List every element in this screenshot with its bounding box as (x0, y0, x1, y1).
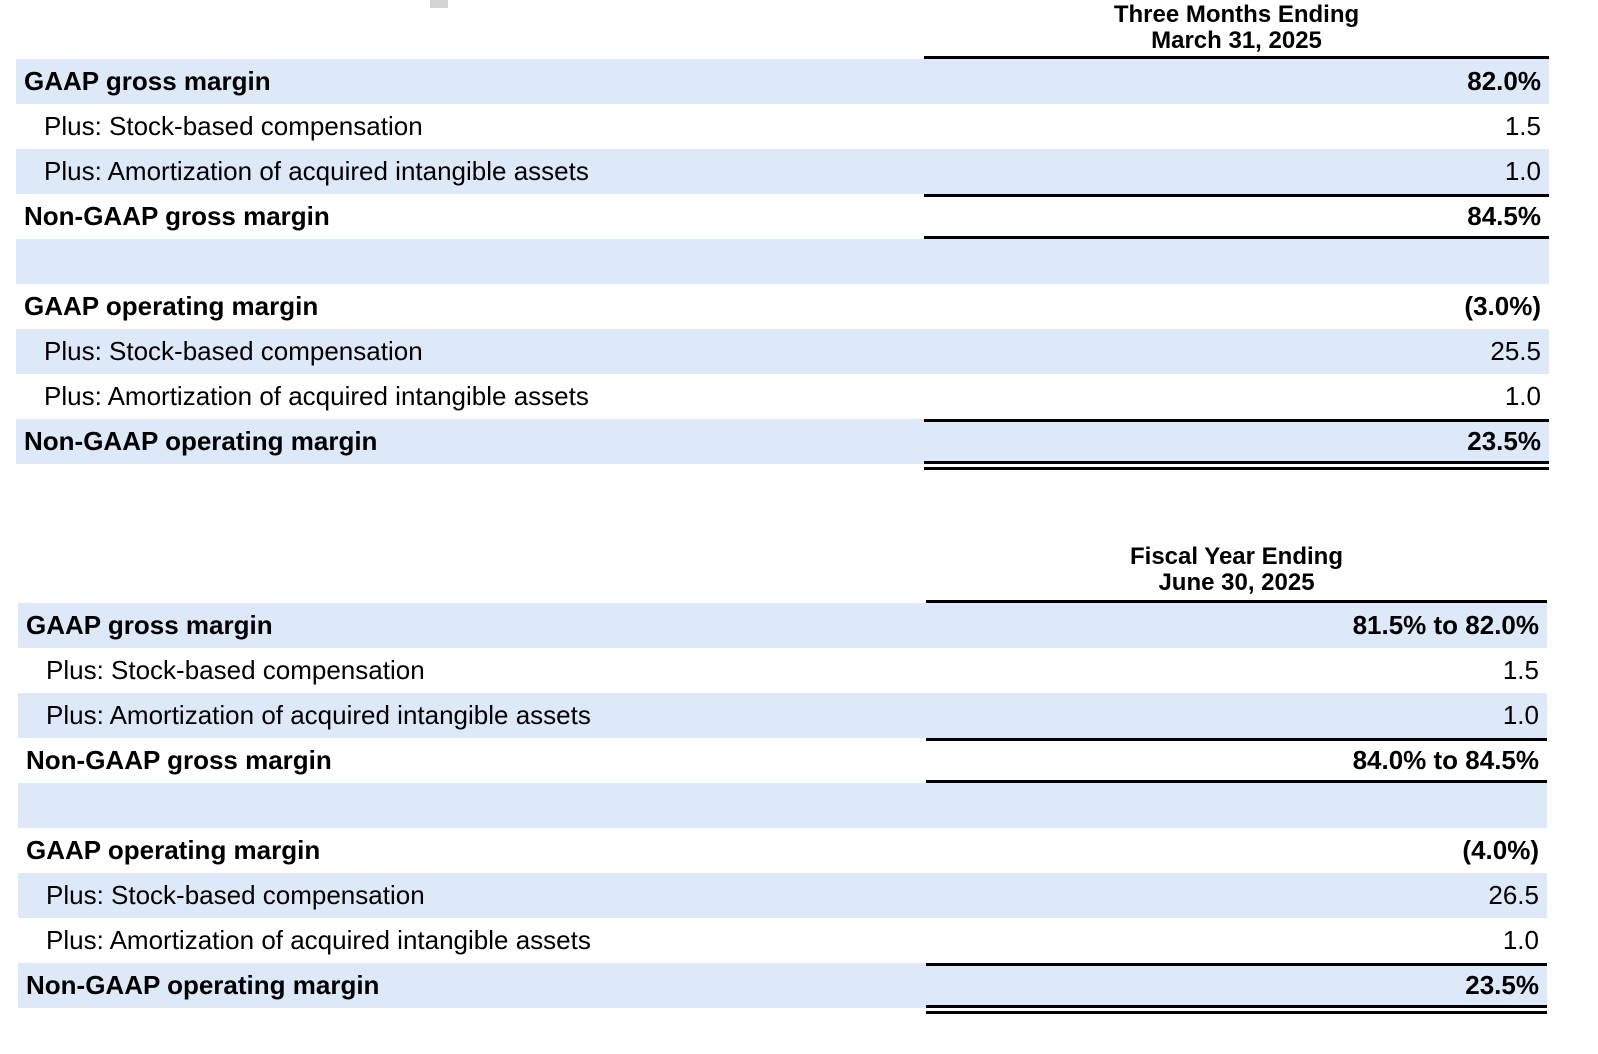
row-value: 1.5 (1502, 655, 1539, 685)
row-label: GAAP operating margin (24, 291, 319, 321)
row-value: 26.5 (1488, 880, 1539, 910)
row-label: Non-GAAP gross margin (26, 745, 332, 775)
table-row-stock-comp (16, 329, 1549, 374)
row-label: GAAP gross margin (24, 66, 271, 96)
row-label: Non-GAAP operating margin (26, 970, 380, 1000)
table-row-spacer (16, 239, 1549, 284)
row-value: (3.0%) (1464, 291, 1541, 321)
table-row-spacer (18, 783, 1547, 828)
row-value: 23.5% (1467, 426, 1541, 456)
row-value: 1.0 (1504, 381, 1541, 411)
row-label: Non-GAAP operating margin (24, 426, 378, 456)
row-value: 1.0 (1502, 700, 1539, 730)
table-row-stock-comp (18, 648, 1547, 693)
row-value: 1.0 (1502, 925, 1539, 955)
three-months-table (16, 0, 1549, 464)
column-header-date: June 30, 2025 (1158, 569, 1315, 596)
table-row-non-gaap-operating-margin (18, 963, 1547, 1008)
row-label: Plus: Amortization of acquired intangible assets (46, 700, 591, 730)
row-label: Plus: Stock-based compensation (44, 336, 423, 366)
fiscal-year-table (18, 542, 1547, 1008)
row-label: GAAP gross margin (26, 610, 273, 640)
column-header (16, 0, 1549, 59)
table-row-gaap-operating-margin (18, 828, 1547, 873)
row-value: 1.5 (1504, 111, 1541, 141)
table-row-amortization (16, 374, 1549, 419)
row-label: Plus: Stock-based compensation (46, 880, 425, 910)
row-value: 84.5% (1467, 201, 1541, 231)
subtotal-rule (926, 963, 1547, 966)
row-value: (4.0%) (1462, 835, 1539, 865)
subtotal-rule (924, 419, 1549, 422)
table-row-stock-comp (18, 873, 1547, 918)
row-value: 81.5% to 82.0% (1352, 610, 1539, 640)
table-row-non-gaap-gross-margin (16, 194, 1549, 239)
row-label: GAAP operating margin (26, 835, 321, 865)
row-label: Plus: Amortization of acquired intangible assets (46, 925, 591, 955)
column-header-text (924, 2, 1549, 54)
row-label: Non-GAAP gross margin (24, 201, 330, 231)
column-header-date: March 31, 2025 (1151, 27, 1322, 54)
column-header (18, 542, 1547, 603)
column-header-text (926, 544, 1547, 596)
row-value: 25.5 (1490, 336, 1541, 366)
table-row-gaap-gross-margin (16, 59, 1549, 104)
row-value: 84.0% to 84.5% (1352, 745, 1539, 775)
table-row-gaap-operating-margin (16, 284, 1549, 329)
row-label: Plus: Stock-based compensation (44, 111, 423, 141)
table-row-non-gaap-gross-margin (18, 738, 1547, 783)
column-header-period: Fiscal Year Ending (1130, 543, 1343, 570)
column-header-period: Three Months Ending (1113, 1, 1360, 28)
row-value: 1.0 (1504, 156, 1541, 186)
row-label: Plus: Stock-based compensation (46, 655, 425, 685)
table-row-non-gaap-operating-margin (16, 419, 1549, 464)
total-double-rule (924, 461, 1549, 470)
table-row-stock-comp (16, 104, 1549, 149)
total-double-rule (926, 1005, 1547, 1014)
table-row-amortization (18, 918, 1547, 963)
row-value: 23.5% (1465, 970, 1539, 1000)
table-row-amortization (16, 149, 1549, 194)
row-label: Plus: Amortization of acquired intangible assets (44, 381, 589, 411)
row-value: 82.0% (1467, 66, 1541, 96)
subtotal-rule (924, 194, 1549, 197)
row-label: Plus: Amortization of acquired intangible assets (44, 156, 589, 186)
table-row-amortization (18, 693, 1547, 738)
table-row-gaap-gross-margin (18, 603, 1547, 648)
